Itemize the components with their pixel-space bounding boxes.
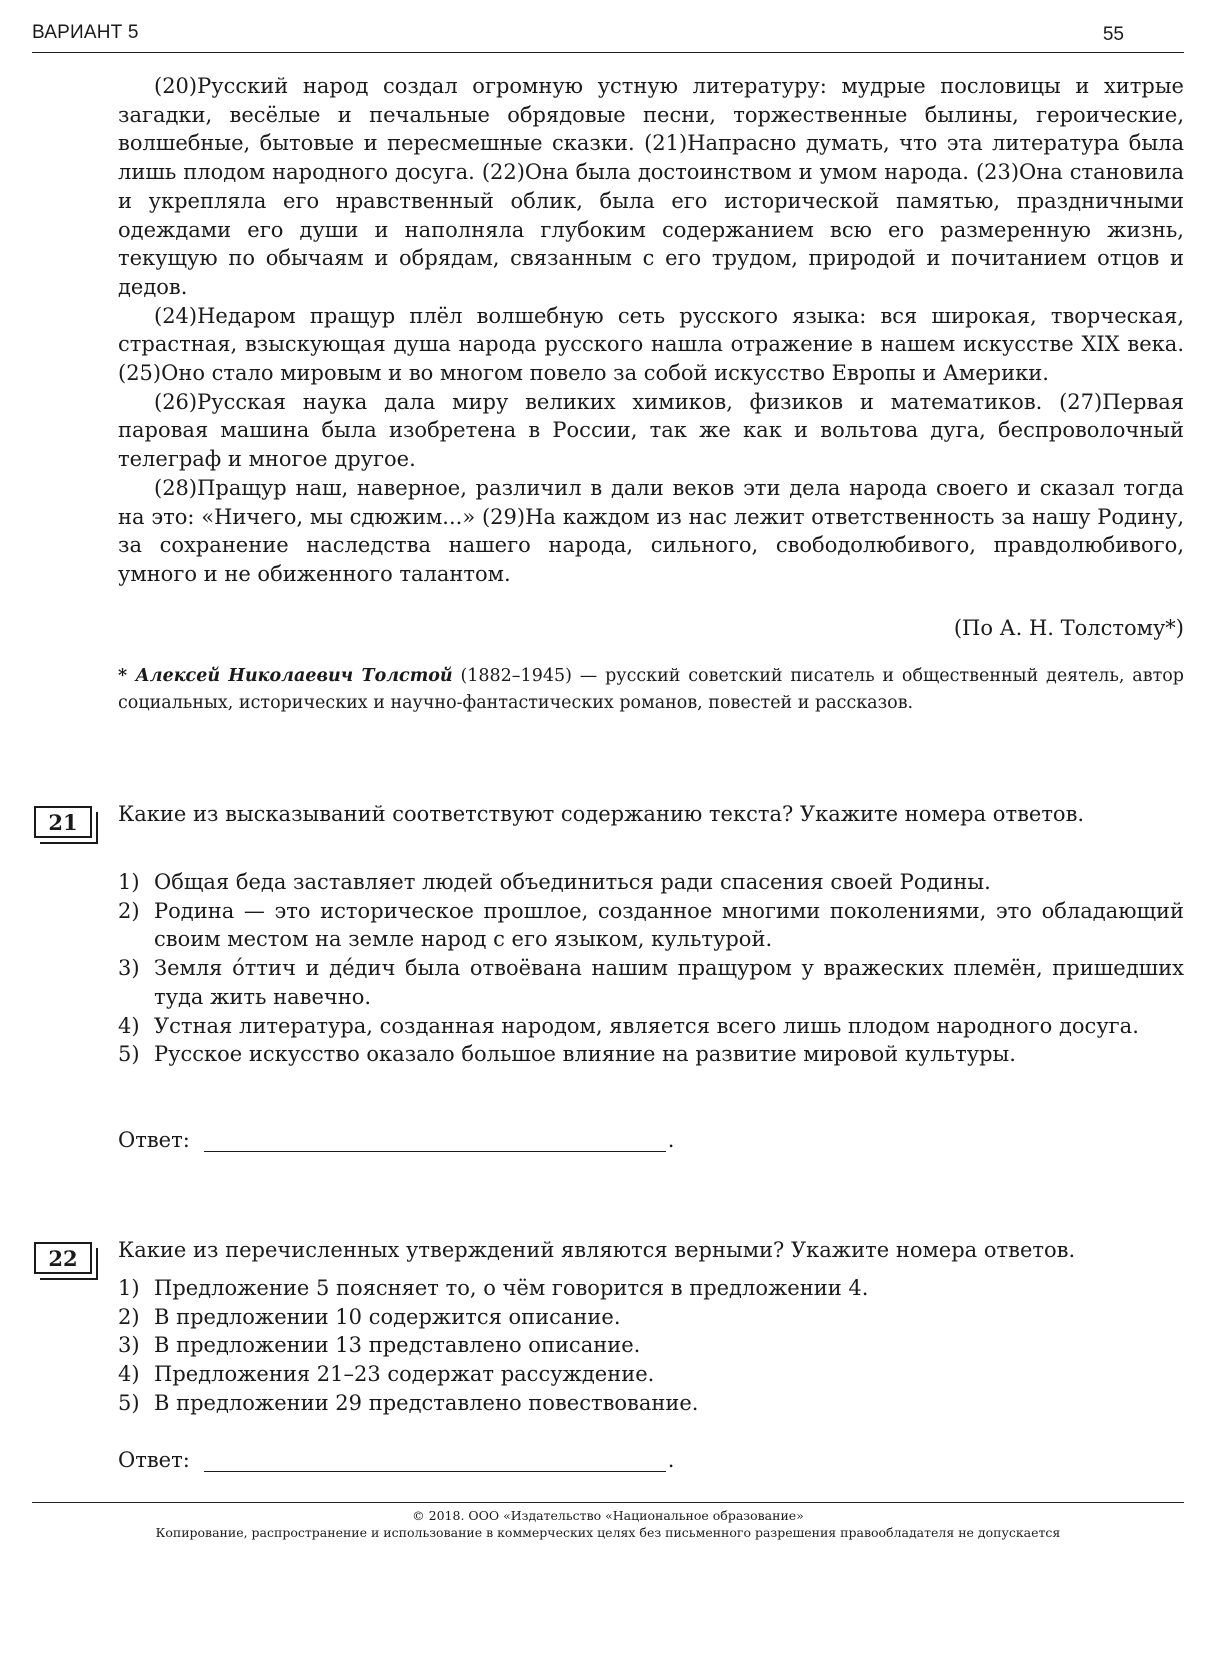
option-item: 1) Общая беда заставляет людей объединиться ради спасения своей Родины. (118, 870, 991, 894)
copyright-line: © 2018. ООО «Издательство «Национальное образование» (412, 1508, 804, 1523)
footnote-text: (1882–1945) — русский советский писатель и общественный деятель, автор социальных, исторических и научно-фантастических романов, повестей и рассказов. (118, 666, 1184, 713)
text-paragraph: (26)Русская наука дала миру великих химиков, физиков и математиков. (27)Первая паровая машина была изобретена в России, так же как и вольтова дуга, беспроволочный телеграф и многое другое. (118, 389, 1184, 472)
option-item: 2) Родина — это историческое прошлое, созданное многими поколениями, это обладающий своим местом на земле народ с его языком, культурой. (118, 898, 1184, 952)
task-21-number: 21 (34, 806, 92, 838)
task-22-question: Какие из перечисленных утверждений являются верными? Укажите номера ответов. (118, 1238, 1076, 1262)
author-footnote (118, 663, 1184, 717)
option-item: 5) Русское искусство оказало большое влияние на развитие мировой культуры. (118, 1042, 1016, 1067)
task-21-answer-row: Ответ: . (118, 1128, 675, 1152)
page-number: 55 (1102, 24, 1124, 45)
text-paragraph: (24)Недаром пращур плёл волшебную сеть русского языка: вся широкая, творческая, страстная, взыскующая душа народа русского нашла отражение в нашем искусстве XIX века. (25)Оно стало мировым и во многом повело за собой искусство Европы и Америки. (118, 303, 1184, 386)
footnote-author: * Алексей Николаевич Толстой (118, 666, 453, 686)
footer-divider (32, 1502, 1184, 1503)
header-divider (32, 52, 1184, 53)
answer-label: Ответ: (118, 1128, 190, 1152)
text-attribution: (По А. Н. Толстому*) (953, 616, 1184, 640)
text-paragraph: (28)Пращур наш, наверное, различил в дали веков эти дела народа своего и сказал тогда на это: «Ничего, мы сдюжим...» (29)На каждом из нас лежит ответственность за нашу Родину, за сохранение наследства нашего народа, сильного, свободолюбивого, правдолюбивого, умного и не обиженного талантом. (118, 475, 1184, 586)
option-item: 4) Устная литература, созданная народом, является всего лишь плодом народного досуга. (118, 1013, 1139, 1038)
answer-label: Ответ: (118, 1448, 190, 1472)
task-22-answer-row: Ответ: . (118, 1448, 675, 1472)
task-22-number: 22 (34, 1242, 92, 1274)
text-paragraph: (20)Русский народ создал огромную устную литературу: мудрые пословицы и хитрые загадки, весёлые и печальные обрядовые песни, торжественные былины, героические, волшебные, бытовые и пересмешные сказки. (21)Напрасно думать, что эта литература была лишь плодом народного досуга. (22)Она была достоинством и умом народа. (23)Она становила и укрепляла его нравственный облик, была его исторической памятью, праздничными одеждами его души и наполняла глубоким содержанием всю его размеренную жизнь, текущую по обычаям и обрядам, связанным с его трудом, природой и почитанием отцов и дедов. (118, 74, 1184, 299)
task-21-answer-field[interactable] (204, 1129, 666, 1152)
task-22-options (118, 1274, 1184, 1418)
option-item: 3) Земля о́ттич и де́дич была отвоёвана нашим пращуром у вражеских племён, пришедших туда жить навечно. (118, 956, 1184, 1009)
variant-label: ВАРИАНТ 5 (32, 22, 139, 43)
option-item: 5) В предложении 29 представлено повествование. (118, 1390, 699, 1415)
task-21-options (118, 868, 1184, 1069)
task-22-answer-field[interactable] (204, 1449, 666, 1472)
option-item: 2) В предложении 10 содержится описание. (118, 1304, 621, 1329)
reading-text (118, 72, 1184, 589)
option-item: 1) Предложение 5 поясняет то, о чём говорится в предложении 4. (118, 1276, 869, 1300)
option-item: 3) В предложении 13 представлено описание. (118, 1333, 641, 1358)
option-item: 4) Предложения 21–23 содержат рассуждение. (118, 1362, 655, 1387)
copyright-notice: Копирование, распространение и использование в коммерческих целях без письменного разрешения правообладателя не допускается (155, 1525, 1061, 1540)
task-21-question: Какие из высказываний соответствуют содержанию текста? Укажите номера ответов. (118, 802, 1085, 826)
